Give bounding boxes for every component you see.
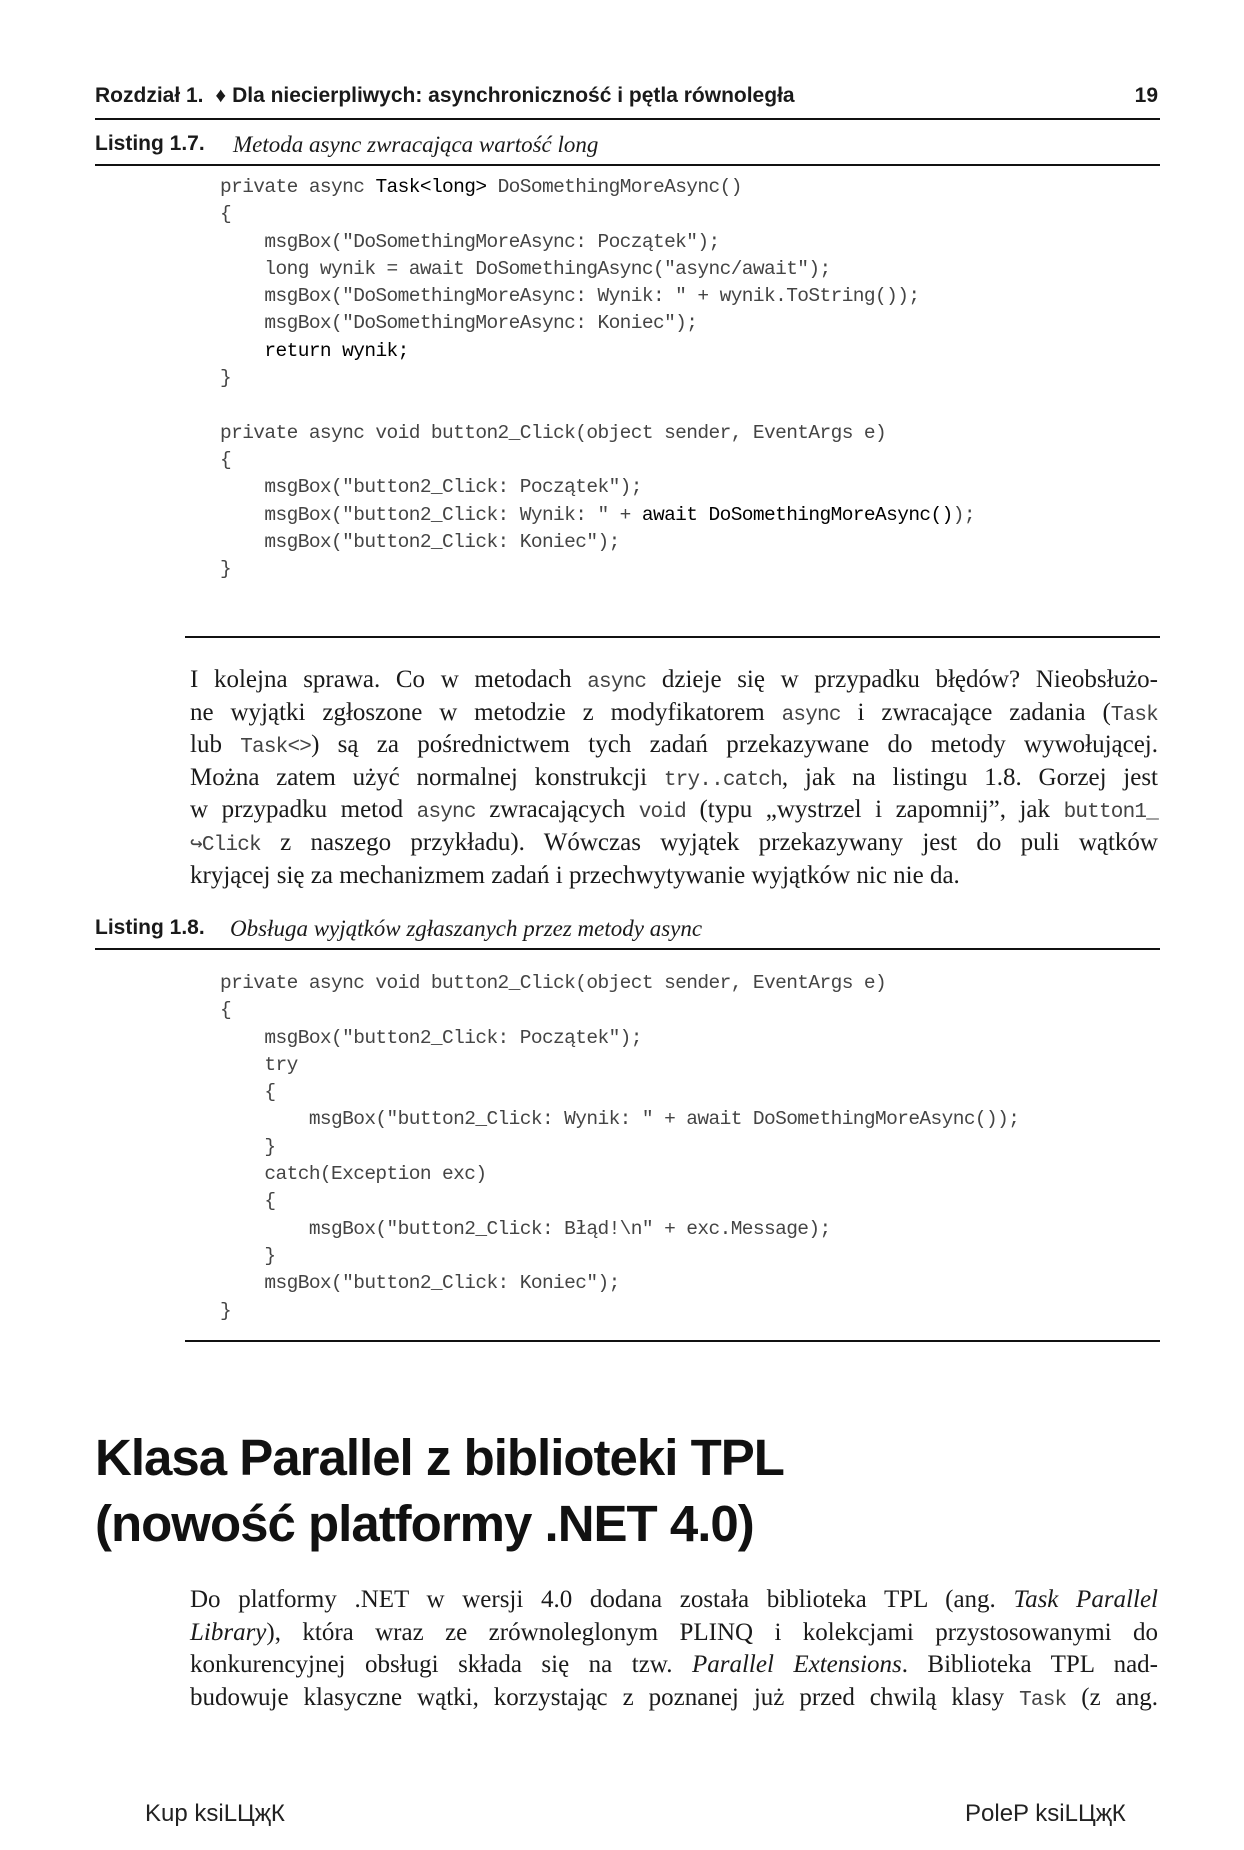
section-heading: Klasa Parallel z biblioteki TPL (nowość platformy .NET 4.0) [95, 1429, 784, 1552]
footer-left-text: Kup ksiLЦҗК [145, 1800, 285, 1827]
listing-label: Listing 1.7. [95, 132, 205, 155]
listing-label: Listing 1.8. [95, 916, 205, 939]
listing-1-7-caption [95, 128, 1160, 166]
listing-description: Obsługa wyjątków zgłaszanych przez metody async [230, 916, 703, 941]
body-paragraph: I kolejna sprawa. Co w metodach async dzieje się w przypadku błędów? Nieobsłużo- ne wyjątki zgłoszone w metodzie z modyfikatorem async i zwracające zadania (Task lub Task<>) są za pośrednictwem tych zadań przekazywane do metody wywołującej. Można zatem użyć normalnej konstrukcji try..catch, jak na listingu 1.8. Gorzej jest w przypadku metod async zwracających void (typu „wystrzel i zapomnij”, jak button1_ ↪Click z naszego przykładu). Wówczas wyjątek przekazywany jest do puli wątków kryjącej się za mechanizmem zadań i przechwytywanie wyjątków nic nie da. [190, 666, 1159, 889]
listing-end-rule [185, 636, 1160, 638]
code-listing-1-7: private async Task<long> DoSomethingMoreAsync() { msgBox("DoSomethingMoreAsync: Początek"); long wynik = await DoSomethingAsync("async/await"); msgBox("DoSomethingMoreAsync: Wynik: " + wynik.ToString()); msgBox("DoSomethingMoreAsync: Koniec"); return wynik; } private async void button2_Click(object sender, EventArgs e) { msgBox("button2_Click: Początek"); msgBox("button2_Click: Wynik: " + await DoSomethingMoreAsync()); msgBox("button2_Click: Koniec"); } [220, 176, 975, 581]
body-paragraph-tpl: Do platformy .NET w wersji 4.0 dodana została biblioteka TPL (ang. Task Parallel Library), która wraz ze zrównoleglonym PLINQ i kolekcjami przystosowanymi do konkurencyjnej obsługi składa się na tzw. Parallel Extensions. Biblioteka TPL nad- budowuje klasyczne wątki, korzystając z poznanej już przed chwilą klasy Task (z ang. [190, 1586, 1159, 1712]
listing-description: Metoda async zwracająca wartość long [233, 132, 599, 157]
code-listing-1-8: private async void button2_Click(object sender, EventArgs e) { msgBox("button2_Click: Początek"); try { msgBox("button2_Click: Wynik: " + await DoSomethingMoreAsync()); } catch(Exception exc) { msgBox("button2_Click: Błąd!\n" + exc.Message); } msgBox("button2_Click: Koniec"); } [220, 972, 1020, 1322]
chapter-title: Rozdział 1. ♦ Dla niecierpliwych: asynchroniczność i pętla równoległa [95, 84, 795, 107]
listing-1-8-caption [95, 912, 1160, 950]
running-header [95, 80, 1160, 120]
listing-end-rule [185, 1340, 1160, 1342]
page-number: 19 [1134, 84, 1158, 107]
footer-right-text: PoleP ksiLЦҗК [965, 1800, 1126, 1827]
